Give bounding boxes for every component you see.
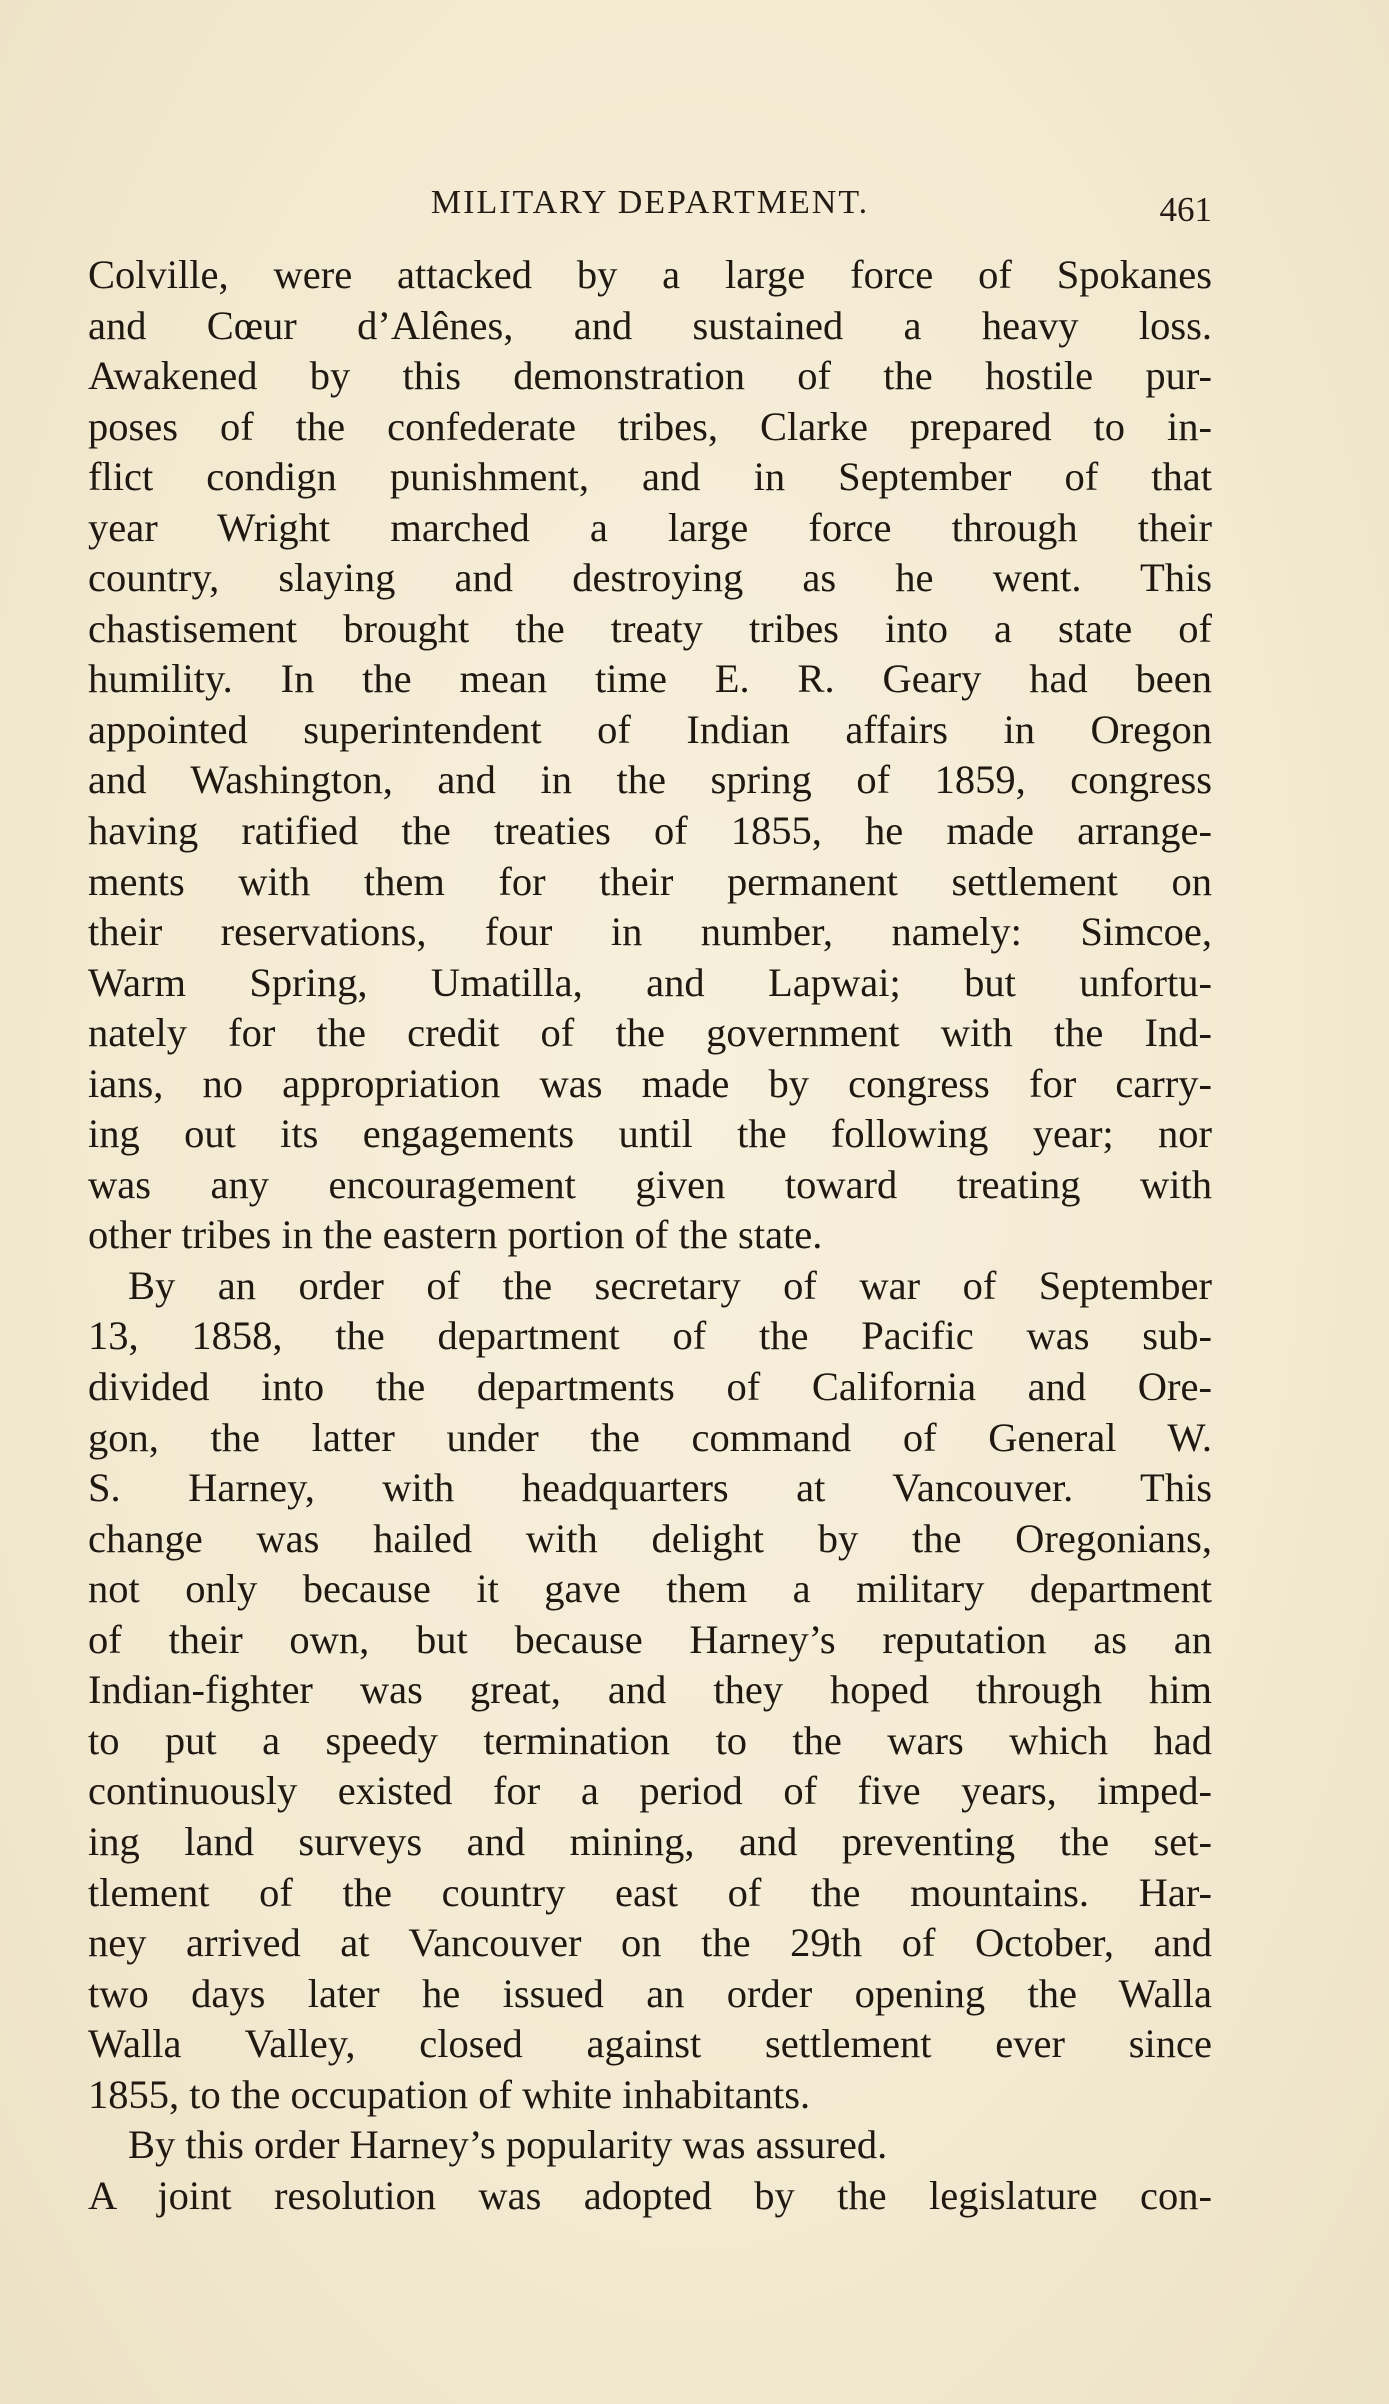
text-line: divided into the departments of California and Ore- [88,1364,1212,1410]
text-line: Walla Valley, closed against settlement ever since [88,2021,1212,2067]
text-line: other tribes in the eastern portion of the state. [88,1212,823,1258]
text-line: ing land surveys and mining, and preventing the set- [88,1818,1212,1864]
text-line: country, slaying and destroying as he went. This [88,555,1212,601]
text-line: two days later he issued an order opening the Walla [88,1970,1212,2016]
text-line: year Wright marched a large force through their [88,504,1212,550]
text-line: continuously existed for a period of five years, imped- [88,1768,1212,1814]
text-line: and Washington, and in the spring of 1859, congress [88,757,1212,803]
text-line: to put a speedy termination to the wars which had [88,1717,1212,1763]
text-line: ney arrived at Vancouver on the 29th of October, and [88,1920,1212,1966]
text-line: flict condign punishment, and in September of that [88,454,1212,500]
page-number: 461 [1159,190,1212,229]
text-line: chastisement brought the treaty tribes into a state of [88,605,1212,651]
text-line: 13, 1858, the department of the Pacific was sub- [88,1313,1212,1359]
body-text [88,250,1212,2221]
text-line: A joint resolution was adopted by the legislature con- [88,2172,1212,2218]
text-line: and Cœur d’Alênes, and sustained a heavy loss. [88,302,1212,348]
text-line: tlement of the country east of the mountains. Har- [88,1869,1212,1915]
text-line: not only because it gave them a military department [88,1566,1212,1612]
text-line: Warm Spring, Umatilla, and Lapwai; but unfortu- [88,959,1212,1005]
text-line: their reservations, four in number, namely: Simcoe, [88,909,1212,955]
text-line: was any encouragement given toward treating with [88,1161,1212,1207]
text-line: poses of the confederate tribes, Clarke prepared to in- [88,403,1212,449]
text-line: ians, no appropriation was made by congress for carry- [88,1060,1212,1106]
text-line: ing out its engagements until the following year; nor [88,1111,1212,1157]
text-line: 1855, to the occupation of white inhabitants. [88,2071,811,2117]
text-line: Awakened by this demonstration of the hostile pur- [88,353,1212,399]
text-line: gon, the latter under the command of General W. [88,1414,1212,1460]
page-header [88,180,1212,230]
text-line: change was hailed with delight by the Oregonians, [88,1515,1212,1561]
text-line: humility. In the mean time E. R. Geary had been [88,656,1212,702]
text-line: By an order of the secretary of war of September [128,1262,1212,1308]
text-line: having ratified the treaties of 1855, he made arrange- [88,808,1212,854]
running-head: MILITARY DEPARTMENT. [430,184,870,221]
text-line: ments with them for their permanent settlement on [88,858,1212,904]
text-line: appointed superintendent of Indian affairs in Oregon [88,706,1212,752]
text-line: nately for the credit of the government with the Ind- [88,1010,1212,1056]
text-line: Colville, were attacked by a large force of Spokanes [88,252,1212,297]
text-line: S. Harney, with headquarters at Vancouver. This [88,1465,1212,1511]
text-line: By this order Harney’s popularity was assured. [128,2122,888,2168]
text-line: Indian-fighter was great, and they hoped through him [88,1667,1212,1713]
text-line: of their own, but because Harney’s reputation as an [88,1616,1212,1662]
